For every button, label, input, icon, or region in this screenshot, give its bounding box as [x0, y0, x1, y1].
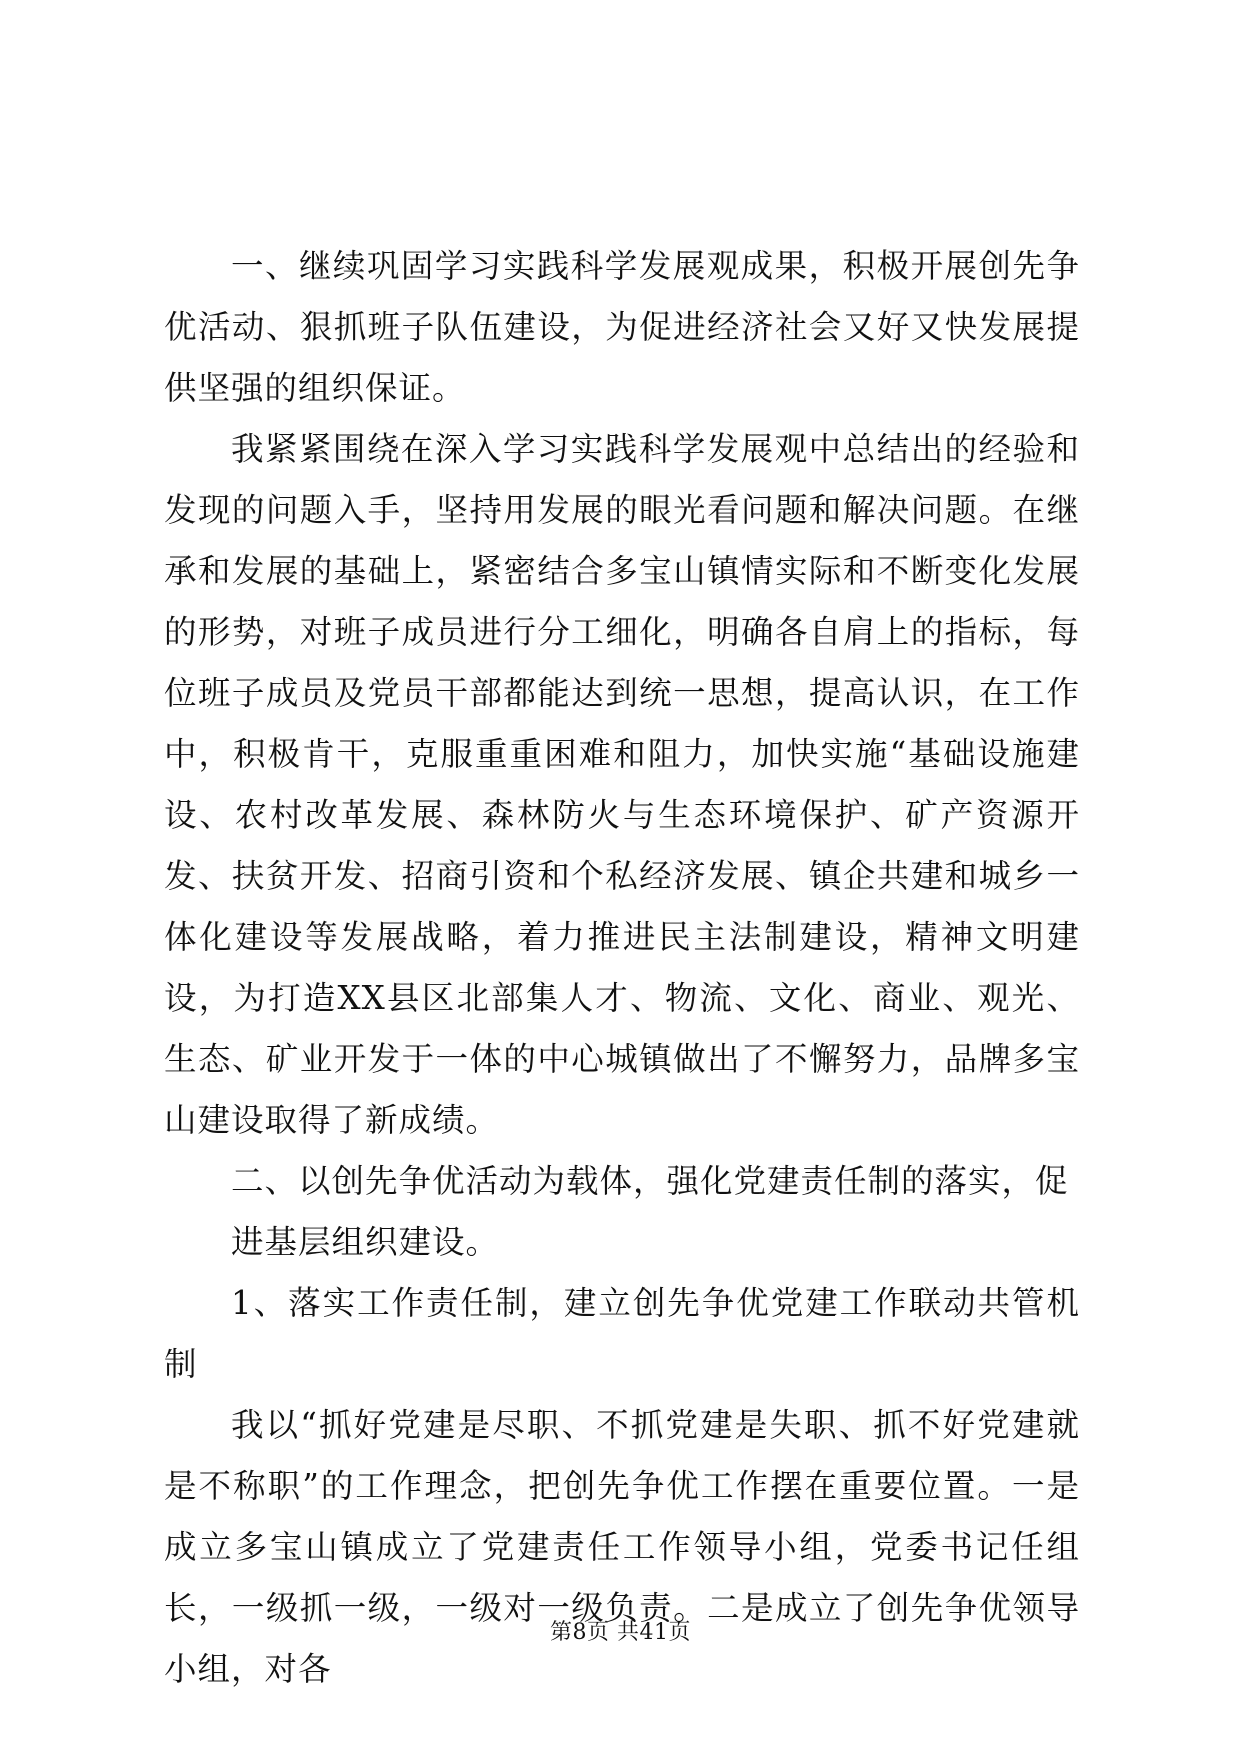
- section-two-heading-line-1: 二、以创先争优活动为载体，强化党建责任制的落实，促: [231, 1162, 1069, 1200]
- section-two-heading-line-2: 进基层组织建设。: [231, 1223, 500, 1261]
- document-body: [164, 236, 1080, 1700]
- responsibility-paragraph: 我以“抓好党建是尽职、不抓党建是失职、抓不好党建就是不称职”的工作理念，把创先争优工作摆在重要位置。一是成立多宝山镇成立了党建责任工作领导小组，党委书记任组长，一级抓一级，一级对一级负责。二是成立了创先争优领导小组，对各: [164, 1406, 1080, 1688]
- subheading-responsibility: 1、落实工作责任制，建立创先争优党建工作联动共管机制: [164, 1284, 1080, 1383]
- section-two-heading: [164, 1151, 1080, 1273]
- section-one-heading: 一、继续巩固学习实践科学发展观成果，积极开展创先争优活动、狠抓班子队伍建设，为促进经济社会又好又快发展提供坚强的组织保证。: [164, 247, 1080, 407]
- section-one-paragraph: 我紧紧围绕在深入学习实践科学发展观中总结出的经验和发现的问题入手，坚持用发展的眼光看问题和解决问题。在继承和发展的基础上，紧密结合多宝山镇情实际和不断变化发展的形势，对班子成员进行分工细化，明确各自肩上的指标，每位班子成员及党员干部都能达到统一思想，提高认识，在工作中，积极肯干，克服重重困难和阻力，加快实施“基础设施建设、农村改革发展、森林防火与生态环境保护、矿产资源开发、扶贫开发、招商引资和个私经济发展、镇企共建和城乡一体化建设等发展战略，着力推进民主法制建设，精神文明建设，为打造XX县区北部集人才、物流、文化、商业、观光、生态、矿业开发于一体的中心城镇做出了不懈努力，品牌多宝山建设取得了新成绩。: [164, 430, 1080, 1139]
- page-number-footer: 第8页 共41页: [550, 1620, 691, 1645]
